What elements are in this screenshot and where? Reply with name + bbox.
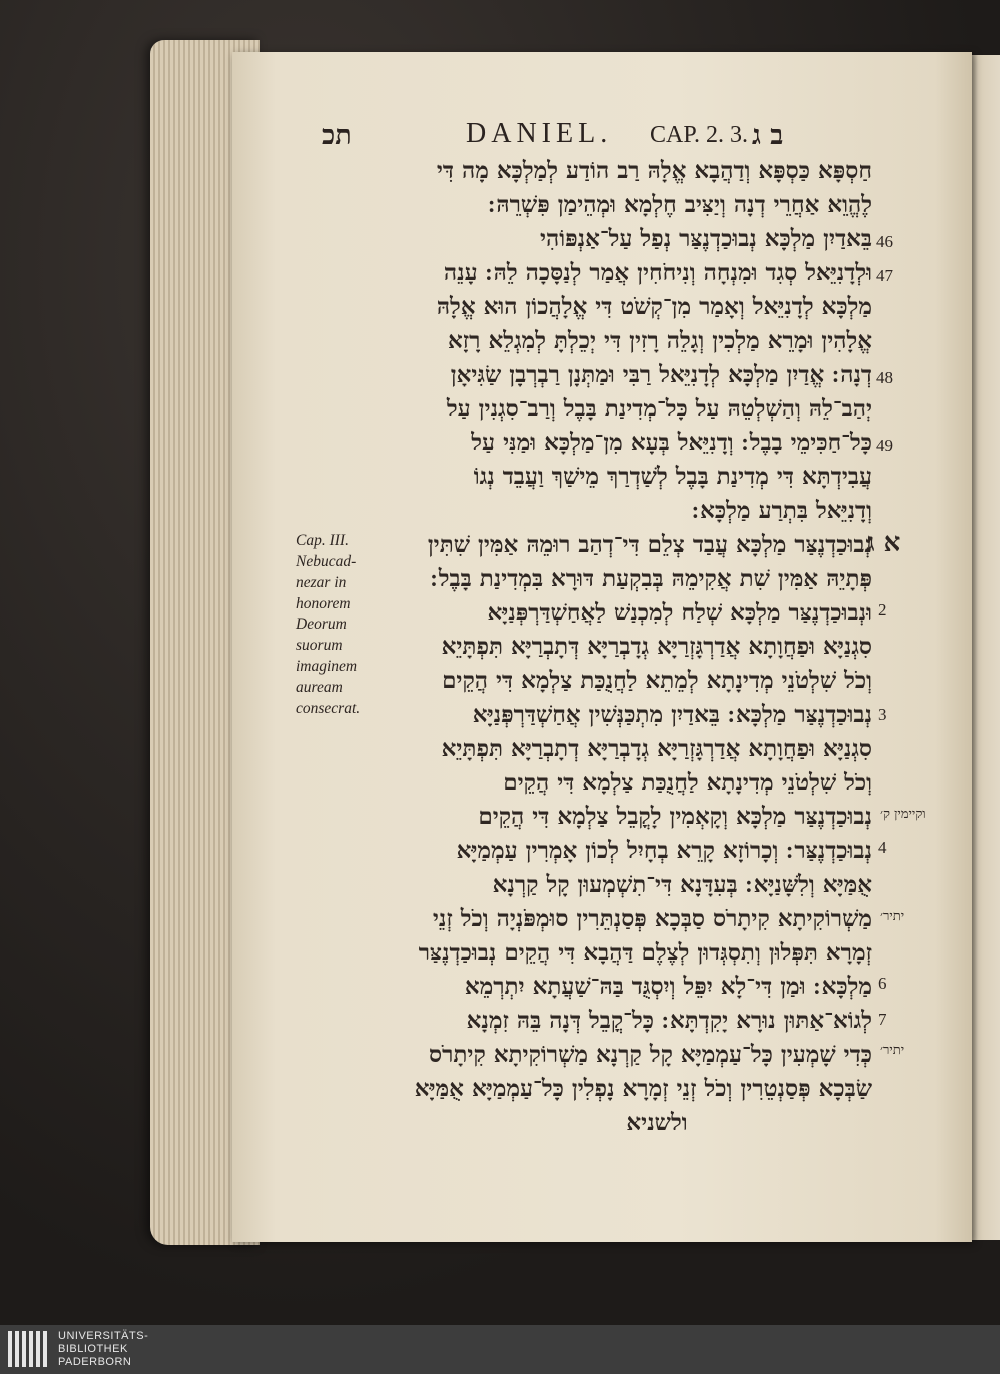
text-line: חַסְפָּא כַּסְפָּא וְדַהֲבָא אֱלָהּ רַב הוֹדַע לְמַלְכָּא מָה דִּי: [436, 157, 872, 184]
text-line: וְדָנִיֵּאל בִּתְרַע מַלְכָּא ׃: [692, 497, 872, 524]
verse-number: 2: [878, 600, 887, 619]
text-line: אֱלָהִין וּמָרֵא מַלְכִין וְגָלֵה רָזִין דִּי יְכֵלְתָּ לְמִגְלֵא רָזָא: [447, 327, 872, 354]
logo-line: BIBLIOTHEK: [58, 1343, 128, 1355]
text-line: שַׂבְּכָא פְּסַנְטֵרִין וְכֹל זְנֵי זְמָרָא נָפְלִין כָּל־עַמְמַיָּא אֻמַּיָּא: [414, 1075, 872, 1102]
margin-note-line: nezar in: [296, 574, 347, 591]
verse-number: 6: [878, 974, 887, 993]
text-line: סִגְנַיָּא וּפַחֲוָתָא אֲדַרְגָּזְרַיָּא גְדָבְרַיָּא דְּתָבְרַיָּא תִּפְתָּיֵא: [441, 633, 872, 660]
margin-note-line: consecrat.: [296, 700, 361, 717]
logo-line: PADERBORN: [58, 1356, 132, 1368]
margin-note-line: Cap. III.: [296, 532, 349, 549]
library-footer: [0, 1325, 1000, 1374]
text-line: וּלְדָנִיֵּאל סְגִד וּמִנְחָה וְנִיחֹחִין אֲמַר לְנַסָּכָה לֵהּ ׃ עָנֵה: [443, 259, 872, 286]
text-line: כָּל־חַכִּימֵי בָבֶל ׃ וְדָנִיֵּאל בְּעָא מִן־מַלְכָּא וּמַנִּי עַל: [471, 429, 872, 456]
margin-note-line: Nebucad-: [296, 553, 357, 570]
text-line: עֲבִידְתָּא דִּי מְדִינַת בָּבֶל לְשַׁדְרַךְ מֵישַׁךְ וַעֲבֵד נְגוֹ: [473, 463, 872, 490]
latin-margin-note: [296, 530, 376, 719]
folio-number: תכ: [322, 120, 352, 151]
text-line: דְנָה ׃ אֱדַיִן מַלְכָּא לְדָנִיֵּאל רַבִּי וּמַתְּנָן רַבְרְבָן שַׂגִּיאָן: [450, 361, 872, 388]
marginal-kri-note: וקיימין ק׳: [880, 807, 926, 822]
verse-number: 47: [876, 266, 893, 285]
text-line: נְבוּכַדְנֶצַּר מַלְכָּא עֲבַד צְלֵם דִּי־דְהַב רוּמֵהּ אַמִּין שִׁתִּין: [427, 531, 872, 558]
verse-number: 3: [878, 705, 887, 724]
text-line: וְכֹל שִׁלְטֹנֵי מְדִינָתָא לַחֲנֻכַּת צַלְמָא דִּי הֲקֵים: [503, 769, 872, 796]
text-line: וְכֹל שִׁלְטֹנֵי מְדִינָתָא לְמֵתֵא לַחֲנֻכַּת צַלְמָא דִּי הֲקֵים: [442, 667, 872, 694]
hebrew-chapter-letters: ב ג: [752, 120, 784, 151]
text-line: נְבוּכַדְנֶצַּר מַלְכָּא וְקָאְמִין לָקֳבֵל צַלְמָא דִּי הֲקֵים: [478, 803, 872, 830]
library-logo-icon: [8, 1331, 48, 1367]
margin-note-line: Deorum: [296, 616, 347, 633]
text-line: מַלְכָּא ׃ וּמַן דִּי־לָא יִפֵּל וְיִסְגֻּד בַּהּ־שַׁעֲתָא יִתְרְמֵא: [464, 973, 872, 1000]
text-line: כְּדִי שָׁמְעִין כָּל־עַמְמַיָּא קָל קַרְנָא מַשְׁרוֹקִיתָא קִיתָרֹס: [429, 1041, 872, 1068]
running-title: DANIEL.: [466, 118, 613, 149]
verse-number: 49: [876, 436, 893, 455]
verse-number: 7: [878, 1010, 887, 1029]
margin-note-line: honorem: [296, 595, 351, 612]
text-line: נְבוּכַדְנֶצַּר ׃ וְכָרוֹזָא קָרֵא בְחָיִל לְכוֹן אָמְרִין עַמְמַיָּא: [456, 837, 872, 864]
text-line: וּנְבוּכַדְנֶצַּר מַלְכָּא שְׁלַח לְמִכְנַשׁ לַאֲחַשְׁדַּרְפְּנַיָּא: [487, 599, 872, 626]
library-logo-text: [58, 1330, 148, 1369]
margin-note-line: imaginem: [296, 658, 358, 675]
verse-number: 4: [878, 838, 887, 857]
text-line: סִגְנַיָּא וּפַחֲוָתָא אֲדַרְגָּזְרַיָּא גְדָבְרַיָּא דְתָבְרַיָּא תִּפְתָּיֵא: [441, 735, 872, 762]
margin-note-line: auream: [296, 679, 343, 696]
text-line: לֶהֱוֵא אַחֲרֵי דְנָה וְיַצִּיב חֶלְמָא וּמְהֵימַן פִּשְׁרֵהּ ׃: [488, 191, 872, 218]
marginal-kri-note: יתיר׳: [880, 909, 905, 924]
catchword: ולשניא: [626, 1109, 688, 1136]
verse-number: 48: [876, 368, 893, 387]
marginal-kri-note: יתיר׳: [880, 1043, 905, 1058]
text-line: מַלְכָּא לְדָנִיֵּאל וְאָמַר מִן־קְשֹׁט דִּי אֱלָהֲכוֹן הוּא אֱלָהּ: [436, 293, 872, 320]
chapter-marker: א ג: [866, 528, 901, 558]
text-line: נְבוּכַדְנֶצַּר מַלְכָּא ׃ בֵּאדַיִן מִתְכַּנְּשִׁין אֲחַשְׁדַּרְפְּנַיָּא: [472, 701, 872, 728]
verse-number: 46: [876, 232, 893, 251]
text-line: זְמָרָא תִּפְּלוּן וְתִסְגְּדוּן לְצֶלֶם דַּהֲבָא דִּי הֲקֵים נְבוּכַדְנֶצַּר: [418, 939, 872, 966]
text-line: יְהַב־לֵהּ וְהַשְׁלְטֵהּ עַל כָּל־מְדִינַת בָּבֶל וְרַב־סִגְנִין עַל: [446, 395, 872, 422]
text-line: אֻמַּיָּא וְלִשָּׁנַיָּא ׃ בְּעִדָּנָא דִּי־תִשְׁמְעוּן קָל קַרְנָא: [492, 871, 872, 898]
hebrew-text-block: [292, 154, 872, 1140]
margin-note-line: suorum: [296, 637, 343, 654]
text-line: לְגוֹא־אַתּוּן נוּרָא יָקִדְתָּא ׃ כָּל־קֳבֵל דְּנָה בֵּהּ זִמְנָא: [466, 1007, 872, 1034]
chapter-heading: CAP. 2. 3.: [650, 122, 749, 148]
text-line: מַשְׁרוֹקִיתָא קִיתָרֹס סַבְּכָא פְּסַנְתֵּרִין סוּמְפֹּנְיָה וְכֹל זְנֵי: [432, 905, 872, 932]
text-line: בֵּאדַיִן מַלְכָּא נְבוּכַדְנֶצַּר נְפַל עַל־אַנְפּוֹהִי: [539, 225, 872, 252]
logo-line: UNIVERSITÄTS-: [58, 1330, 149, 1342]
text-line: פְּתָיֵהּ אַמִּין שִׁת אֲקִימֵהּ בְּבִקְעַת דּוּרָא בִּמְדִינַת בָּבֶל ׃: [430, 565, 872, 592]
